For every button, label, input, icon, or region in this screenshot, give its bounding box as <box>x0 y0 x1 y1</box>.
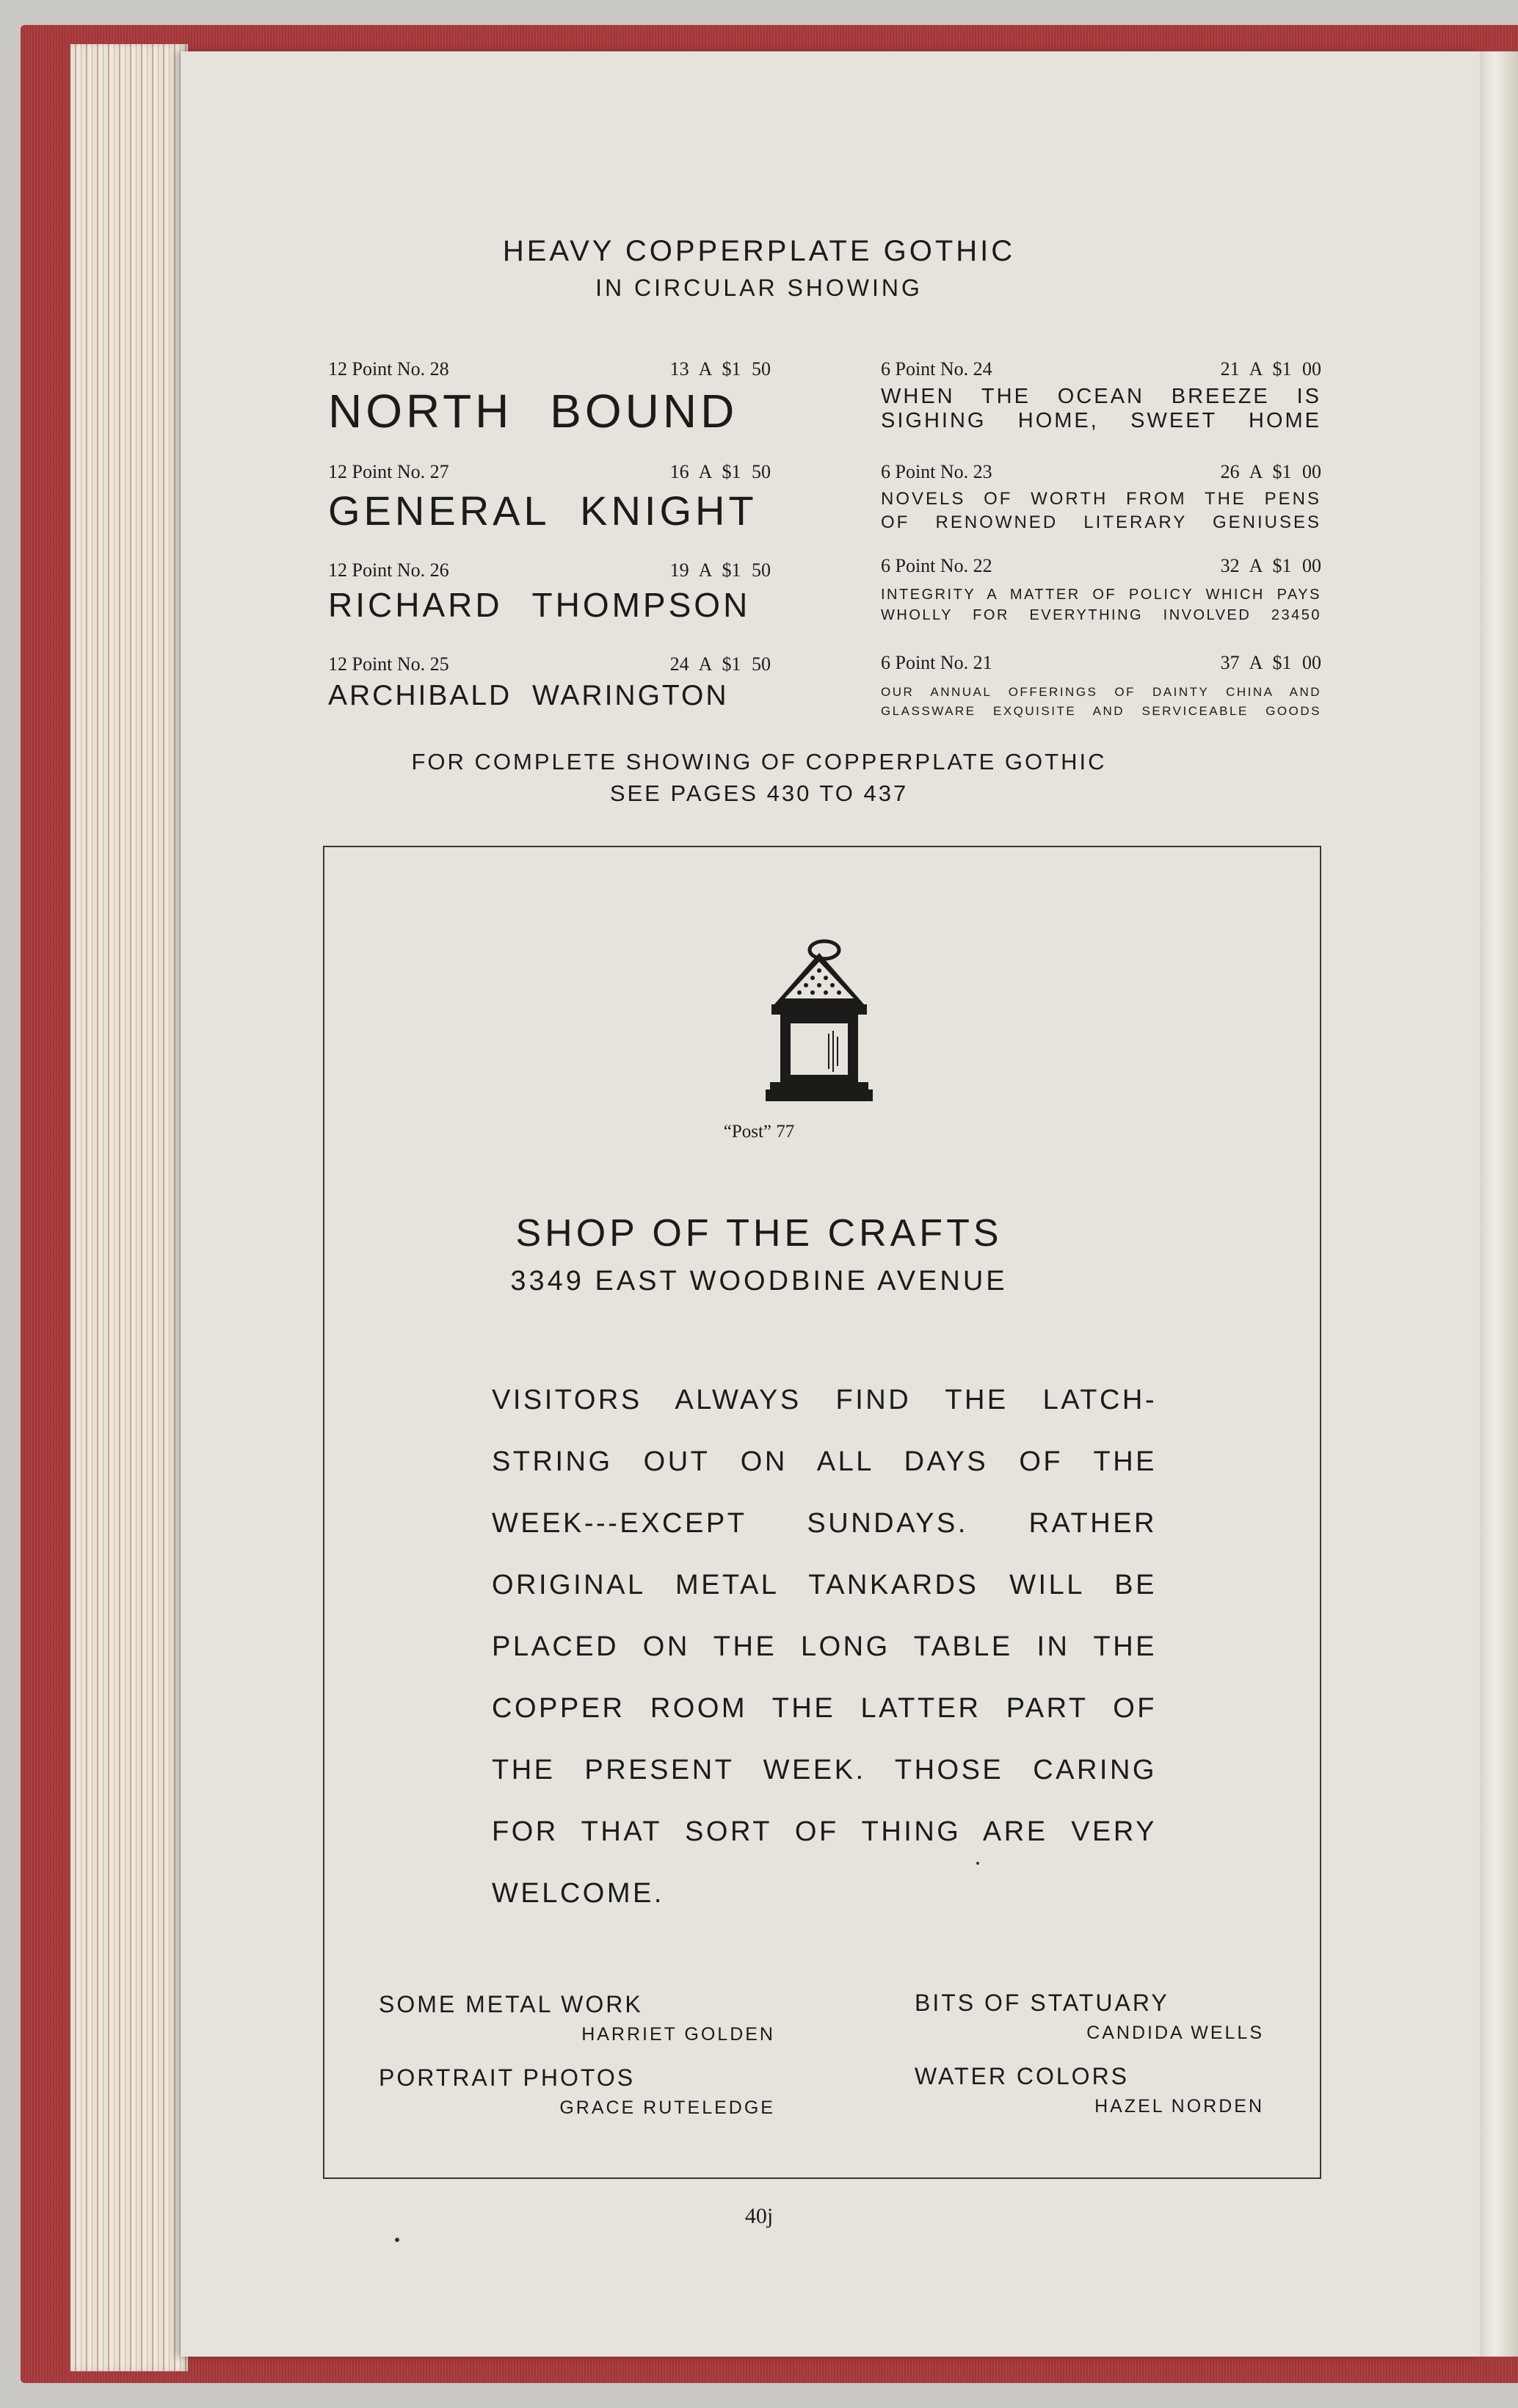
specimen-right-3 <box>881 555 1321 625</box>
specimen-price: 24 A $1 50 <box>669 653 771 675</box>
body-line: FOR THAT SORT OF THING ARE VERY <box>492 1816 1157 1847</box>
ornament-caption: “Post” 77 <box>723 1122 795 1142</box>
specimen-sample-line: OF RENOWNED LITERARY GENIUSES <box>881 512 1321 532</box>
specimen-price: 16 A $1 50 <box>669 461 771 482</box>
page-number: 40j <box>744 2204 774 2228</box>
page-subtitle: IN CIRCULAR SHOWING <box>595 275 923 301</box>
specimen-price: 26 A $1 00 <box>1220 461 1321 482</box>
specimen-left-1 <box>328 358 771 439</box>
specimen-price: 13 A $1 50 <box>669 358 771 380</box>
specimen-size: 12 Point No. 25 <box>328 653 449 675</box>
body-line: THE PRESENT WEEK. THOSE CARING <box>492 1755 1157 1785</box>
specimen-right-2 <box>881 461 1321 532</box>
specimen-right-1 <box>881 358 1321 434</box>
reference-note-line: FOR COMPLETE SHOWING OF COPPERPLATE GOTHIC <box>411 749 1107 775</box>
credit-artist: GRACE RUTELEDGE <box>559 2097 775 2118</box>
credit-item: SOME METAL WORK <box>379 1991 643 2017</box>
body-line: WELCOME. <box>492 1878 664 1909</box>
specimen-sample-line: NOVELS OF WORTH FROM THE PENS <box>881 489 1321 509</box>
specimen-sample-line: OUR ANNUAL OFFERINGS OF DAINTY CHINA AND <box>881 685 1321 699</box>
body-line: COPPER ROOM THE LATTER PART OF <box>492 1693 1157 1724</box>
page-gutter <box>1480 51 1518 2357</box>
credit-artist: HARRIET GOLDEN <box>581 2024 775 2045</box>
specimen-left-3 <box>328 559 771 625</box>
specimen-sample-line: SIGHING HOME, SWEET HOME <box>881 409 1321 433</box>
specimen-price: 32 A $1 00 <box>1220 555 1321 576</box>
specimen-sample-line: GLASSWARE EXQUISITE AND SERVICEABLE GOODS <box>881 704 1321 719</box>
specimen-price: 37 A $1 00 <box>1220 652 1321 673</box>
specimen-size: 6 Point No. 22 <box>881 555 992 576</box>
specimen-left-2 <box>328 461 771 534</box>
credit-item: WATER COLORS <box>915 2063 1130 2089</box>
specimen-sample: NORTH BOUND <box>328 385 738 438</box>
credit-water-colors <box>915 2063 1264 2117</box>
credit-item: BITS OF STATUARY <box>915 1990 1169 2016</box>
credit-artist: CANDIDA WELLS <box>1086 2023 1264 2043</box>
body-line: WEEK---EXCEPT SUNDAYS. RATHER <box>492 1508 1157 1539</box>
specimen-price: 19 A $1 50 <box>669 559 771 581</box>
credit-item: PORTRAIT PHOTOS <box>379 2064 636 2091</box>
specimen-size: 6 Point No. 23 <box>881 461 992 482</box>
credit-metal-work <box>379 1991 775 2045</box>
specimen-left-4 <box>328 653 771 713</box>
specimen-size: 6 Point No. 24 <box>881 358 992 380</box>
reference-note-line: SEE PAGES 430 TO 437 <box>609 780 909 806</box>
body-line: ORIGINAL METAL TANKARDS WILL BE <box>492 1570 1157 1600</box>
specimen-right-4 <box>881 652 1321 722</box>
page-title: HEAVY COPPERPLATE GOTHIC <box>502 235 1016 267</box>
specimen-price: 21 A $1 00 <box>1220 358 1321 380</box>
body-line: PLACED ON THE LONG TABLE IN THE <box>492 1631 1157 1662</box>
shop-name: SHOP OF THE CRAFTS <box>515 1212 1003 1255</box>
reference-note <box>0 746 1518 809</box>
ink-speck <box>976 1862 979 1865</box>
specimen-size: 12 Point No. 28 <box>328 358 449 380</box>
specimen-size: 6 Point No. 21 <box>881 652 992 673</box>
credit-statuary <box>915 1990 1264 2044</box>
shop-address: 3349 EAST WOODBINE AVENUE <box>510 1266 1008 1297</box>
specimen-sample: GENERAL KNIGHT <box>328 487 758 534</box>
credit-portrait-photos <box>379 2064 775 2119</box>
ink-speck <box>395 2238 399 2242</box>
specimen-size: 12 Point No. 27 <box>328 461 449 482</box>
specimen-sample-line: WHEN THE OCEAN BREEZE IS <box>881 385 1321 408</box>
lantern-icon <box>766 937 873 1106</box>
body-line: VISITORS ALWAYS FIND THE LATCH- <box>492 1385 1157 1415</box>
specimen-sample: ARCHIBALD WARINGTON <box>328 680 729 711</box>
specimen-sample-line: WHOLLY FOR EVERYTHING INVOLVED 23450 <box>881 607 1321 623</box>
specimen-size: 12 Point No. 26 <box>328 559 449 581</box>
specimen-sample: RICHARD THOMPSON <box>328 586 751 624</box>
credit-artist: HAZEL NORDEN <box>1094 2096 1264 2117</box>
page-edges <box>70 44 188 2371</box>
body-line: STRING OUT ON ALL DAYS OF THE <box>492 1446 1157 1477</box>
specimen-sample-line: INTEGRITY A MATTER OF POLICY WHICH PAYS <box>881 587 1321 603</box>
